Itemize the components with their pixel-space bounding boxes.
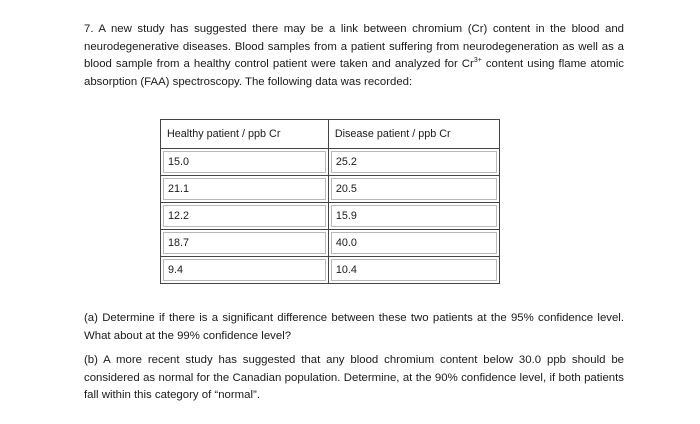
table-row (161, 176, 500, 203)
table-row (161, 230, 500, 257)
table-row (161, 203, 500, 230)
charge-superscript: 3+ (473, 57, 482, 64)
table-cell: 12.2 (161, 203, 329, 230)
table-header-row (161, 120, 500, 149)
table-row (161, 149, 500, 176)
table-row (161, 257, 500, 284)
table-cell: 25.2 (328, 149, 499, 176)
table-cell: 9.4 (161, 257, 329, 284)
table-cell: 40.0 (328, 230, 499, 257)
intro-text-continued: content using flame atomic absorption (FAA) spectroscopy. The following data was recorded: (84, 58, 624, 88)
table-cell: 20.5 (328, 176, 499, 203)
data-table (160, 119, 500, 284)
question-intro (84, 21, 624, 91)
table-cell: 15.9 (328, 203, 499, 230)
part-b-question: (b) A more recent study has suggested that any blood chromium content below 30.0 ppb should be considered as normal for the Canadian population. Determine, at the 90% confidence level, if both patients fall within this category of “normal”. (84, 354, 624, 401)
header-disease: Disease patient / ppb Cr (328, 120, 499, 149)
table-cell: 10.4 (328, 257, 499, 284)
header-healthy: Healthy patient / ppb Cr (161, 120, 329, 149)
intro-text: 7. A new study has suggested there may be a link between chromium (Cr) content in the blood and neurodegenerative diseases. Blood samples from a patient suffering from neurodegeneration as well as a blood sample from a healthy control patient were taken and analyzed for Cr (84, 23, 624, 70)
table-cell: 18.7 (161, 230, 329, 257)
table-cell: 21.1 (161, 176, 329, 203)
table-cell: 15.0 (161, 149, 329, 176)
part-a-question: (a) Determine if there is a significant difference between these two patients at the 95% confidence level. What about at the 99% confidence level? (84, 312, 624, 342)
